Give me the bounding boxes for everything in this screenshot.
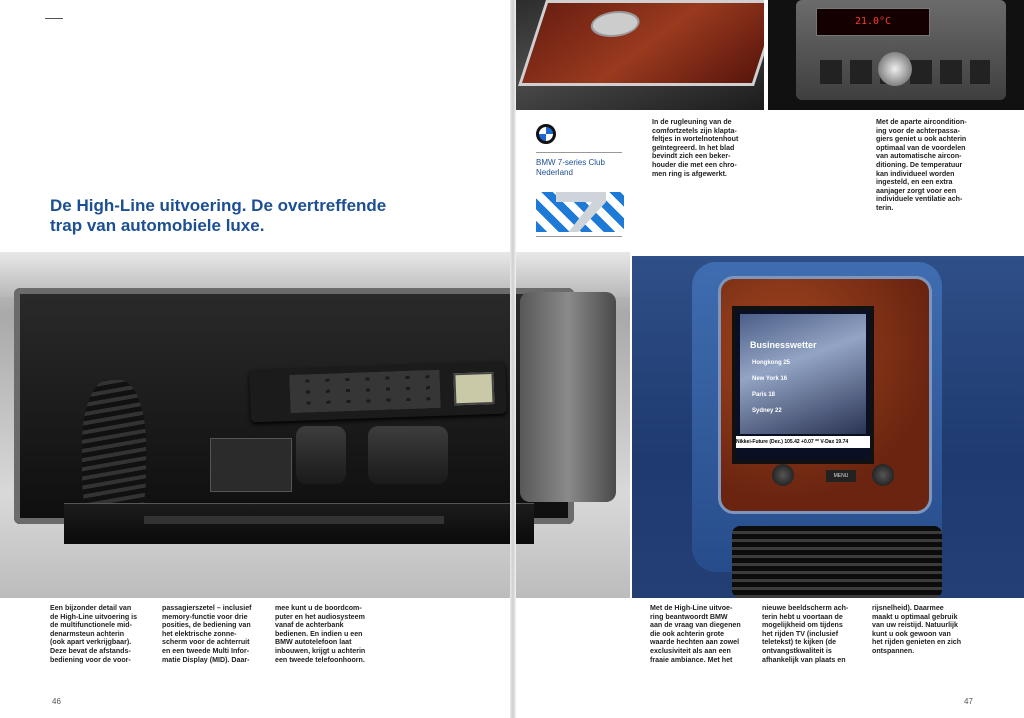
console-cupholder	[520, 292, 616, 502]
phone-display	[453, 372, 494, 405]
aircon-panel	[796, 0, 1006, 100]
left-body-col-1: Een bijzonder detail van de High-Line uitvoering is de multifunctionele mid- denarmsteun achterin (ook apart verkrijgbaar). Deze bevat de afstands- bediening voor de voor-	[50, 604, 138, 664]
club-rule-bottom	[536, 236, 622, 237]
seat-control-panel	[210, 438, 292, 492]
photo-wood-tray	[512, 0, 764, 110]
right-body-col-3: rijsnelheid). Daarmee maakt u optimaal gebruik van uw reistijd. Natuurlijk kunt u ook gewoon van het rijden genieten en zich ontspannen.	[872, 604, 962, 655]
console-tray	[14, 288, 574, 524]
wood-tray	[518, 0, 764, 86]
photo-armrest-console	[0, 252, 630, 598]
headline-line-1: De High-Line uitvoering. De overtreffende	[50, 196, 387, 215]
club-rule-top	[536, 152, 622, 153]
audio-slot	[144, 516, 444, 524]
tv-row: New York 16	[752, 376, 788, 382]
tv-menu-button: MENU	[826, 470, 856, 482]
headline	[50, 196, 430, 236]
page-number-right: 47	[964, 697, 973, 706]
left-body-col-2: passagierszetel – inclusief memory-functie voor drie posities, de bediening van het elektrische zonne- scherm voor de achterruit en een tweede Multi Infor- matie Display (MID). Daar-	[162, 604, 252, 664]
tv-title: Businesswetter	[750, 340, 817, 350]
right-body-col-2: nieuwe beeldscherm ach- terin hebt u voortaan de mogelijkheid om tijdens het rijden TV (inclusief teletekst) te kijken (de ontvangstkwaliteit is afhankelijk van plaats en	[762, 604, 849, 664]
tv-row: Paris 18	[752, 392, 776, 398]
tv-screen	[732, 306, 874, 464]
club-subtitle: Nederland	[536, 168, 573, 177]
car-phone-handset	[249, 362, 507, 423]
tv-row: Hongkong 25	[752, 360, 791, 366]
seat-switch-left	[296, 426, 346, 484]
club-title: BMW 7-series Club	[536, 158, 605, 167]
right-body-col-1: Met de High-Line uitvoe- ring beantwoordt BMW aan de vraag van diegenen die ook achterin grote waarde hechten aan zowel exclusiviteit als aan een fraaie ambiance. Met het	[650, 604, 741, 664]
tv-knob-right	[872, 464, 894, 486]
rear-audio-unit	[64, 503, 534, 544]
seat-switch-right	[368, 426, 448, 484]
photo-rear-tv	[632, 256, 1024, 598]
top-rule	[45, 18, 63, 19]
tv-ticker: Nikkei-Future (Dez.) 105.42 +0.07 ** V-Dax 19.74	[736, 436, 870, 448]
tv-knob-left	[772, 464, 794, 486]
gutter-fold	[510, 0, 516, 718]
caption-aircon: Met de aparte aircondition- ing voor de achterpassa- giers geniet u ook achterin optimaal van de voordelen van automatische aircon- ditioning. De temperatuur kan individueel worden ingesteld, en een extra aanjager zorgt voor een individuele ventilatie ach- terin.	[876, 118, 967, 212]
air-vent	[732, 526, 942, 598]
bmw-logo-icon	[536, 124, 556, 144]
tv-image	[740, 314, 866, 434]
phone-keypad	[289, 370, 440, 413]
aircon-display: 21.0°C	[816, 8, 930, 36]
aircon-dial	[878, 52, 912, 86]
caption-armrest: In de rugleuning van de comfortzetels zijn klapta- feltjes in wortelnotenhout geïntegreerd. In het blad bevindt zich een beker- houder die met een chro- men ring is afgewerkt.	[652, 118, 739, 178]
tv-row: Sydney 22	[752, 408, 782, 414]
page-number-left: 46	[52, 697, 61, 706]
cupholder-ring	[587, 11, 643, 37]
photo-aircon-panel	[768, 0, 1024, 110]
headline-line-2: trap van automobiele luxe.	[50, 216, 265, 235]
tv-controls	[772, 464, 912, 488]
left-body-col-3: mee kunt u de boordcom- puter en het audiosysteem vanaf de achterbank bedienen. En indien u een BMW autotelefoon laat inbouwen, krijgt u achterin een tweede telefoonhoorn.	[275, 604, 366, 664]
